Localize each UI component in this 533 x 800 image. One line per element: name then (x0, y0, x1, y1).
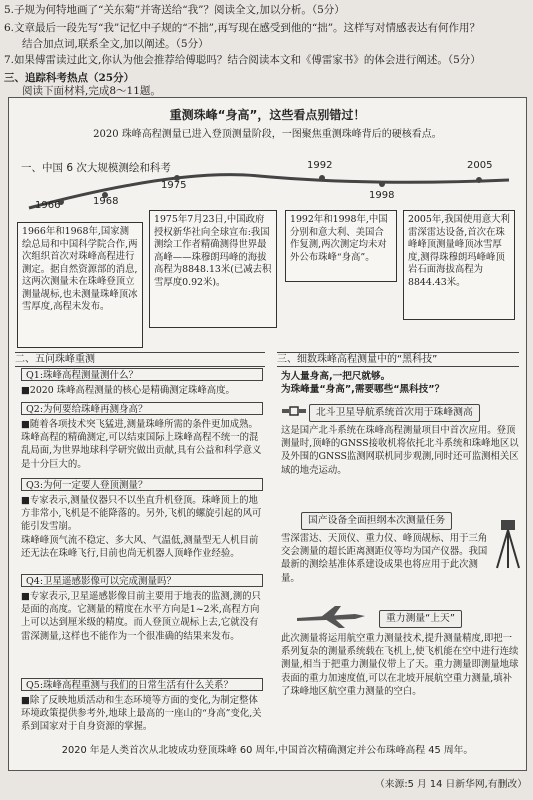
section-black-tech: 三、细数珠峰高程测量中的“黑科技” (277, 352, 519, 367)
tag-domestic-equipment: 国产设备全面担纲本次测量任务 (301, 512, 452, 530)
black-tech-intro: 为人量身高,一把尺就够。 为珠峰量“身高”,需要哪些“黑科技”？ (281, 371, 445, 395)
satellite-icon (281, 398, 307, 424)
source-note: （来源:5 月 14 日新华网,有删改） (374, 779, 527, 790)
question-6: 6.文章最后一段先写“我”记忆中子规的“不拙”,再写现在感受到他的“拙”。这样写对情感表达有何作用？ (4, 22, 481, 34)
question-5: 5.子规为何特地画了“关东菊”并寄送给“我”？阅读全文,加以分析。（5分） (4, 4, 345, 16)
section-3-intro: 阅读下面材料,完成8～11题。 (22, 85, 161, 97)
year-label: 2005 (467, 160, 493, 171)
timeline-box-1975: 1975年7月23日,中国政府授权新华社向全球宣布:我国测绘工作者精确测得世界最高峰——珠穆朗玛峰的海拔高程为8848.13米(已减去积雪厚度0.92米)。 (149, 210, 277, 328)
tripod-instrument-icon (493, 518, 523, 570)
question-box-q1: Q1:珠峰高程测量测什么？ (21, 368, 263, 381)
answer-q4: ■专家表示,卫星遥感影像目前主要用于地表的监测,测的只是面的高度。它测量的精度在水平方向是1~2米,高程方向上可以达到厘米级的精度。而人登顶立觇标上去,它就没有雷深测量,这样也不能作为一个很准确的结果来发布。 (21, 591, 261, 642)
question-box-q5: Q5:珠峰高程重测与我们的日常生活有什么关系？ (21, 678, 263, 691)
timeline-dot (319, 175, 325, 181)
question-6-continued: 结合加点词,联系全文,加以阐述。（5分） (22, 38, 209, 50)
question-box-q2: Q2:为何要给珠峰再测身高？ (21, 402, 263, 415)
text-domestic-equipment: 雪深雷达、天顶仪、重力仪、峰顶觇标、用于三角交会测量的超长距离测距仪等均为国产仪器。我国最新的测绘基准体系建设成果也将应用于此次测量。 (281, 533, 488, 584)
timeline-box-2005: 2005年,我国使用意大利雷深雷达设备,首次在珠峰峰顶测量峰顶冰雪厚度,测得珠穆朗玛峰峰顶岩石面海拔高程为8844.43米。 (403, 210, 515, 320)
infographic-title: 重测珠峰“身高”，这些看点别错过！ (169, 108, 366, 122)
timeline-box-1992: 1992年和1998年,中国分别和意大利、美国合作复测,两次测定均未对外公布珠峰“身高”。 (285, 210, 397, 282)
timeline-title: 一、中国 6 次大规模测绘和科考 (21, 162, 171, 174)
answer-q2: ■随着各项技术突飞猛进,测量珠峰所需的条件更加成熟。珠峰高程的精确测定,可以结束国际上珠峰高程不统一的混乱局面,为世界地球科学研究做出贡献,具有公益和科学意义是十分巨大的。 (21, 419, 262, 470)
year-label: 1975 (161, 180, 187, 191)
section-five-questions: 二、五问珠峰重测 (15, 352, 265, 367)
section-3-title: 三、追踪科考热点（25分） (4, 72, 135, 84)
question-box-q3: Q3:为何一定要人登顶测量？ (21, 478, 263, 491)
timeline-dot (476, 177, 482, 183)
timeline-dot (379, 181, 385, 187)
year-label: 1998 (369, 190, 395, 201)
infographic-subtitle: 2020 珠峰高程测量已进入登顶测量阶段，一图聚焦重测珠峰背后的硬核看点。 (93, 129, 442, 140)
tag-beidou: 北斗卫星导航系统首次用于珠峰测高 (309, 404, 480, 422)
year-label: 1968 (93, 196, 119, 207)
timeline-curve (9, 98, 526, 218)
answer-q1: ■2020 珠峰高程测量的核心是精确测定珠峰高度。 (21, 385, 235, 396)
question-box-q4: Q4:卫星遥感影像可以完成测量吗？ (21, 574, 263, 587)
tag-gravity-measurement: 重力测量“上天” (379, 610, 462, 628)
footer-anniversary: 2020 年是人类首次从北坡成功登顶珠峰 60 周年,中国首次精确测定并公布珠峰高程 45 周年。 (61, 745, 474, 756)
timeline-box-1966: 1966年和1968年,国家测绘总局和中国科学院合作,两次组织首次对珠峰高程进行测定。据自然资源部的消息,这两次测量未在珠峰登顶立测量觇标,也未测量珠峰顶冰雪厚度,高程未发布。 (17, 222, 143, 348)
infographic-panel (8, 97, 527, 771)
question-7: 7.如果傅雷读过此文,你认为他会推荐给傅聪吗？结合阅读本文和《傅雷家书》的体会进行阐述。（5分） (4, 54, 481, 66)
year-label: 1966 (35, 200, 61, 211)
answer-q3: ■专家表示,测量仪器只不以坐直升机登顶。珠峰顶上的地方非常小,飞机是不能降落的。另外,飞机的螺旋引起的风可能引发雪崩。 珠峰峰顶气流不稳定、多大风、气温低,测量型无人机目前还无法在珠峰飞行,目前也尚无机器人顶峰作业经验。 (21, 495, 262, 559)
text-gravity-measurement: 此次测量将运用航空重力测量技术,提升测量精度,即把一系列复杂的测量系统载在飞机上,使飞机能在空中进行连续测量,相当于把重力测量仪带上了天。重力测量即测量地球表面的重力加速度值,可以在北坡开展航空重力测量,填补了珠峰地区航空重力测量的空白。 (281, 633, 519, 697)
airplane-icon (295, 602, 367, 630)
text-beidou: 这是国产北斗系统在珠峰高程测量项目中首次应用。登顶测量时,顶峰的GNSS接收机将依托北斗系统和珠峰地区以及外围的GNSS监测网联机同步观测,同时还可监测相关区域的地壳运动。 (281, 425, 519, 476)
answer-q5: ■除了反映地质活动和生态环境等方面的变化,为制定整体环境政策提供参考外,地球上最高的一座山的“身高”变化,关系到国家对于自身资源的掌握。 (21, 695, 262, 733)
year-label: 1992 (307, 160, 333, 171)
